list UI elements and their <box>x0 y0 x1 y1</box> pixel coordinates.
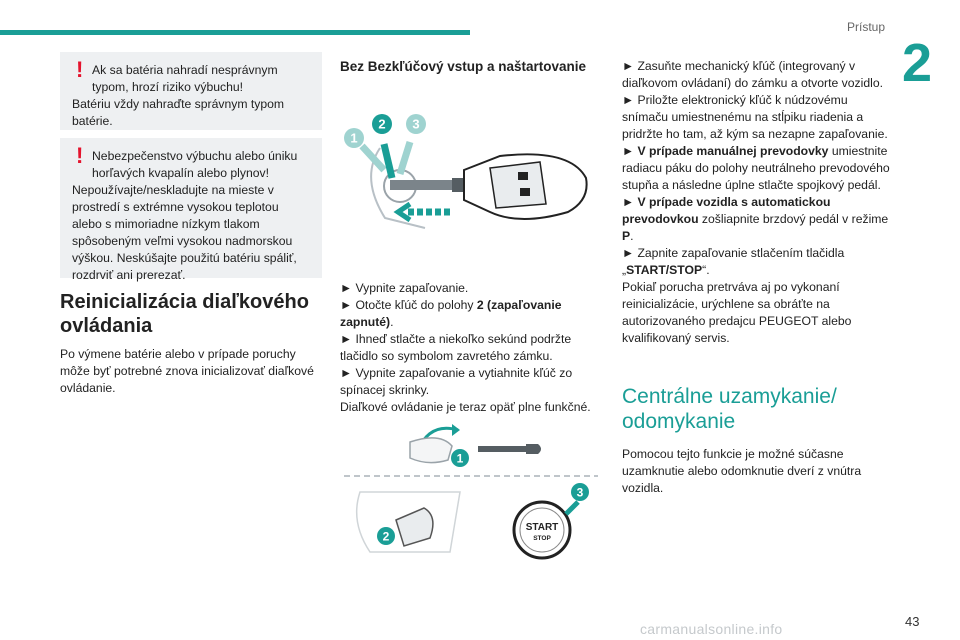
chapter-number: 2 <box>902 33 933 93</box>
step-1: ► Vypnite zapaľovanie. <box>340 281 469 295</box>
warning-icon: ! <box>76 57 84 82</box>
key-collar <box>452 178 464 192</box>
warning-box-battery-type <box>60 52 322 130</box>
figure-number-text: 2 <box>378 116 386 132</box>
arrow-position-3 <box>400 142 410 174</box>
running-header: Prístup <box>846 20 885 34</box>
right-step-5: ► Zapnite zapaľovanie stlačením tlačidla „START/STOP“. <box>622 246 845 277</box>
door-handle <box>410 438 452 463</box>
figure-number-text: 3 <box>576 485 584 500</box>
rotate-arrow-head <box>452 424 460 436</box>
section-title-central-locking: Centrálne uzamykanie/ odomykanie <box>622 385 837 433</box>
section-body-reinit: Po výmene batérie alebo v prípade poruchy môže byť potrebné znova inicializovať diaľkové ovládanie. <box>60 347 314 395</box>
subheading-no-keyless: Bez Bezkľúčový vstup a naštartovanie <box>340 59 587 74</box>
start-label: START <box>525 522 559 533</box>
mechanical-key-tip <box>526 444 541 454</box>
right-note: Pokiaľ porucha pretrváva aj po vykonaní reinicializácie, urýchlene sa obráťte na autorizovaného predajcu PEUGEOT alebo kvalifikovaný servis. <box>622 280 852 345</box>
emergency-start-illustration <box>340 412 602 562</box>
arrow-position-2 <box>384 144 392 178</box>
right-step-1: ► Zasuňte mechanický kľúč (integrovaný v diaľkovom ovládaní) do zámku a otvorte vozidlo. <box>622 59 883 90</box>
warning-box-explosion <box>60 138 322 282</box>
warning-body: Nepoužívajte/neskladujte na mieste v prostredí s extrémne vysokou teplotou alebo s mimoriadne nízkym tlakom spôsobeným veľmi vysokou nadmorskou výškou. Neskúšajte použitú batériu spáliť, rozdrviť ani prerezať. <box>72 183 297 282</box>
figure-number-text: 3 <box>412 116 420 132</box>
section-body-central-locking: Pomocou tejto funkcie je možné súčasne uzamknutie alebo odomknutie dverí z vnútra vozidla. <box>622 447 862 495</box>
lock-icon <box>518 172 528 180</box>
stop-label: STOP <box>533 535 551 542</box>
right-step-3: ► V prípade manuálnej prevodovky umiestnite radiacu páku do polohy neutrálneho prevodového stupňa a následne úplne stlačte spojkový pedál. <box>622 144 890 192</box>
closing-note: Diaľkové ovládanie je teraz opäť plne funkčné. <box>340 400 591 414</box>
page-number: 43 <box>905 614 920 629</box>
key-fob-buttons <box>490 162 546 208</box>
figure-number-text: 1 <box>456 451 464 466</box>
mechanical-key <box>478 446 526 452</box>
right-step-2: ► Priložte elektronický kľúč k núdzovému snímaču umiestnenému na stĺpiku riadenia a pridržte ho tam, až kým sa nezapne zapaľovanie. <box>622 93 888 141</box>
warning-lead: Ak sa batéria nahradí nesprávnym typom, hrozí riziko výbuchu! <box>92 63 278 94</box>
figure-number-text: 1 <box>350 130 358 146</box>
section-title-reinit: Reinicializácia diaľkového ovládania <box>60 291 309 337</box>
step-2: ► Otočte kľúč do polohy 2 (zapaľovanie zapnuté). <box>340 298 562 329</box>
right-step-4: ► V prípade vozidla s automatickou prevodovkou zošliapnite brzdový pedál v režime P. <box>622 195 889 243</box>
key-ignition-illustration <box>340 108 600 258</box>
warning-lead: Nebezpečenstvo výbuchu alebo úniku horľavých kvapalín alebo plynov! <box>92 149 298 180</box>
unlock-icon <box>520 188 530 196</box>
press-arrow <box>566 502 578 514</box>
key-blade <box>390 180 452 190</box>
step-3: ► Ihneď stlačte a niekoľko sekúnd podržte tlačidlo so symbolom zavretého zámku. <box>340 332 572 363</box>
top-accent-bar <box>0 30 470 35</box>
figure-number-text: 2 <box>382 529 390 544</box>
step-4: ► Vypnite zapaľovanie a vytiahnite kľúč zo spínacej skrinky. <box>340 366 573 397</box>
watermark: carmanualsonline.info <box>640 621 783 637</box>
warning-icon: ! <box>76 143 84 168</box>
warning-body: Batériu vždy nahraďte správnym typom batérie. <box>72 97 285 128</box>
